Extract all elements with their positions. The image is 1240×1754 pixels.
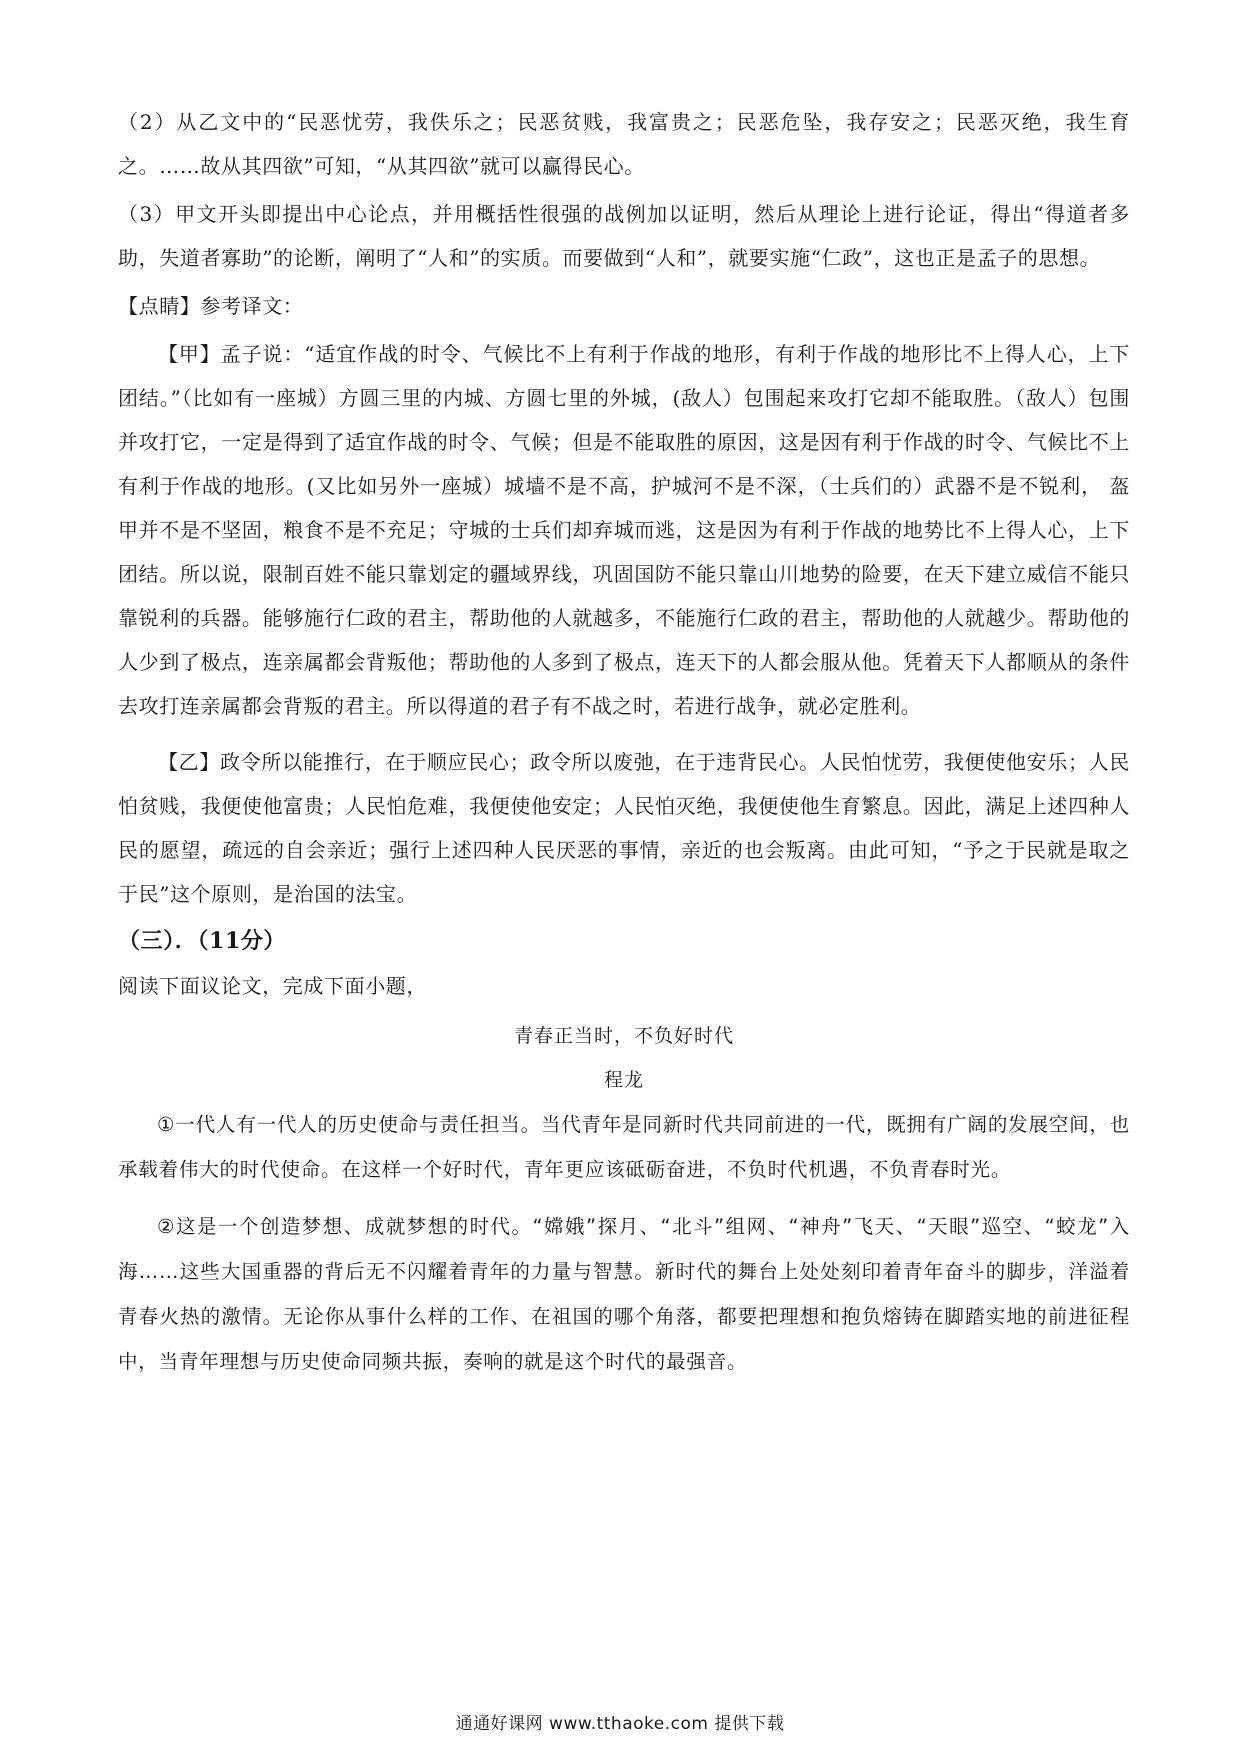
article-body xyxy=(118,1102,1130,1384)
answer-item-2: （2）从乙文中的“民恶忧劳，我佚乐之；民恶贫贱，我富贵之；民恶危坠，我存安之；民恶灭绝，我生育之。……故从其四欲”可知，“从其四欲”就可以赢得民心。 xyxy=(118,110,1130,178)
article-paragraph-2: ②这是一个创造梦想、成就梦想的时代。“嫦娥”探月、“北斗”组网、“神舟”飞天、“天眼”巡空、“蛟龙”入海……这些大国重器的背后无不闪耀着青年的力量与智慧。新时代的舞台上处处刻印着青年奋斗的脚步，洋溢着青春火热的激情。无论你从事什么样的工作、在祖国的哪个角落，都要把理想和抱负熔铸在脚踏实地的前进征程中，当青年理想与历史使命同频共振，奏响的就是这个时代的最强音。 xyxy=(118,1215,1130,1373)
page-footer: 通通好课网 www.tthaoke.com 提供下载 xyxy=(455,1714,785,1734)
article-author: 程龙 xyxy=(603,1069,644,1091)
page-content xyxy=(118,100,1130,1384)
section-heading: （三）．（11分） xyxy=(118,928,287,954)
translation-yi: 【乙】政令所以能推行，在于顺应民心；政令所以废弛，在于违背民心。人民怕忧劳，我便使他安乐；人民怕贫贱，我便使他富贵；人民怕危难，我便使他安定；人民怕灭绝，我便使他生育繁息。因此，满足上述四种人民的愿望，疏远的自会亲近；强行上述四种人民厌恶的事情，亲近的也会叛离。由此可知，“予之于民就是取之于民”这个原则，是治国的法宝。 xyxy=(118,750,1130,906)
answer-item-3: （3）甲文开头即提出中心论点，并用概括性很强的战例加以证明，然后从理论上进行论证，得出“得道者多助，失道者寡助”的论断，阐明了“人和”的实质。而要做到“人和”，就要实施“仁政”，这也正是孟子的思想。 xyxy=(118,202,1130,270)
commentary-label: 【点睛】参考译文： xyxy=(118,294,304,318)
article-title: 青春正当时，不负好时代 xyxy=(513,1025,734,1047)
section-instruction: 阅读下面议论文，完成下面小题， xyxy=(118,974,427,998)
article-paragraph-1: ①一代人有一代人的历史使命与责任担当。当代青年是同新时代共同前进的一代，既拥有广阔的发展空间，也承载着伟大的时代使命。在这样一个好时代，青年更应该砥砺奋进，不负时代机遇，不负青春时光。 xyxy=(118,1113,1130,1181)
translation-jia: 【甲】孟子说：“适宜作战的时令、气候比不上有利于作战的地形，有利于作战的地形比不上得人心，上下团结。”（比如有一座城）方圆三里的内城、方圆七里的外城，(敌人）包围起来攻打它却不能取胜。（敌人）包围并攻打它，一定是得到了适宜作战的时令、气候；但是不能取胜的原因，这是因有利于作战的时令、气候比不上有利于作战的地形。(又比如另外一座城）城墙不是不高，护城河不是不深，（士兵们的）武器不是不锐利， 盔甲并不是不坚固，粮食不是不充足；守城的士兵们却弃城而逃，这是因为有利于作战的地势比不上得人心，上下团结。所以说，限制百姓不能只靠划定的疆域界线，巩固国防不能只靠山川地势的险要，在天下建立威信不能只靠锐利的兵器。能够施行仁政的君主，帮助他的人就越多，不能施行仁政的君主，帮助他的人就越少。帮助他的人少到了极点，连亲属都会背叛他；帮助他的人多到了极点，连天下的人都会服从他。凭着天下人都顺从的条件去攻打连亲属都会背叛的君主。所以得道的君子有不战之时，若进行战争，就必定胜利。 xyxy=(118,342,1130,718)
